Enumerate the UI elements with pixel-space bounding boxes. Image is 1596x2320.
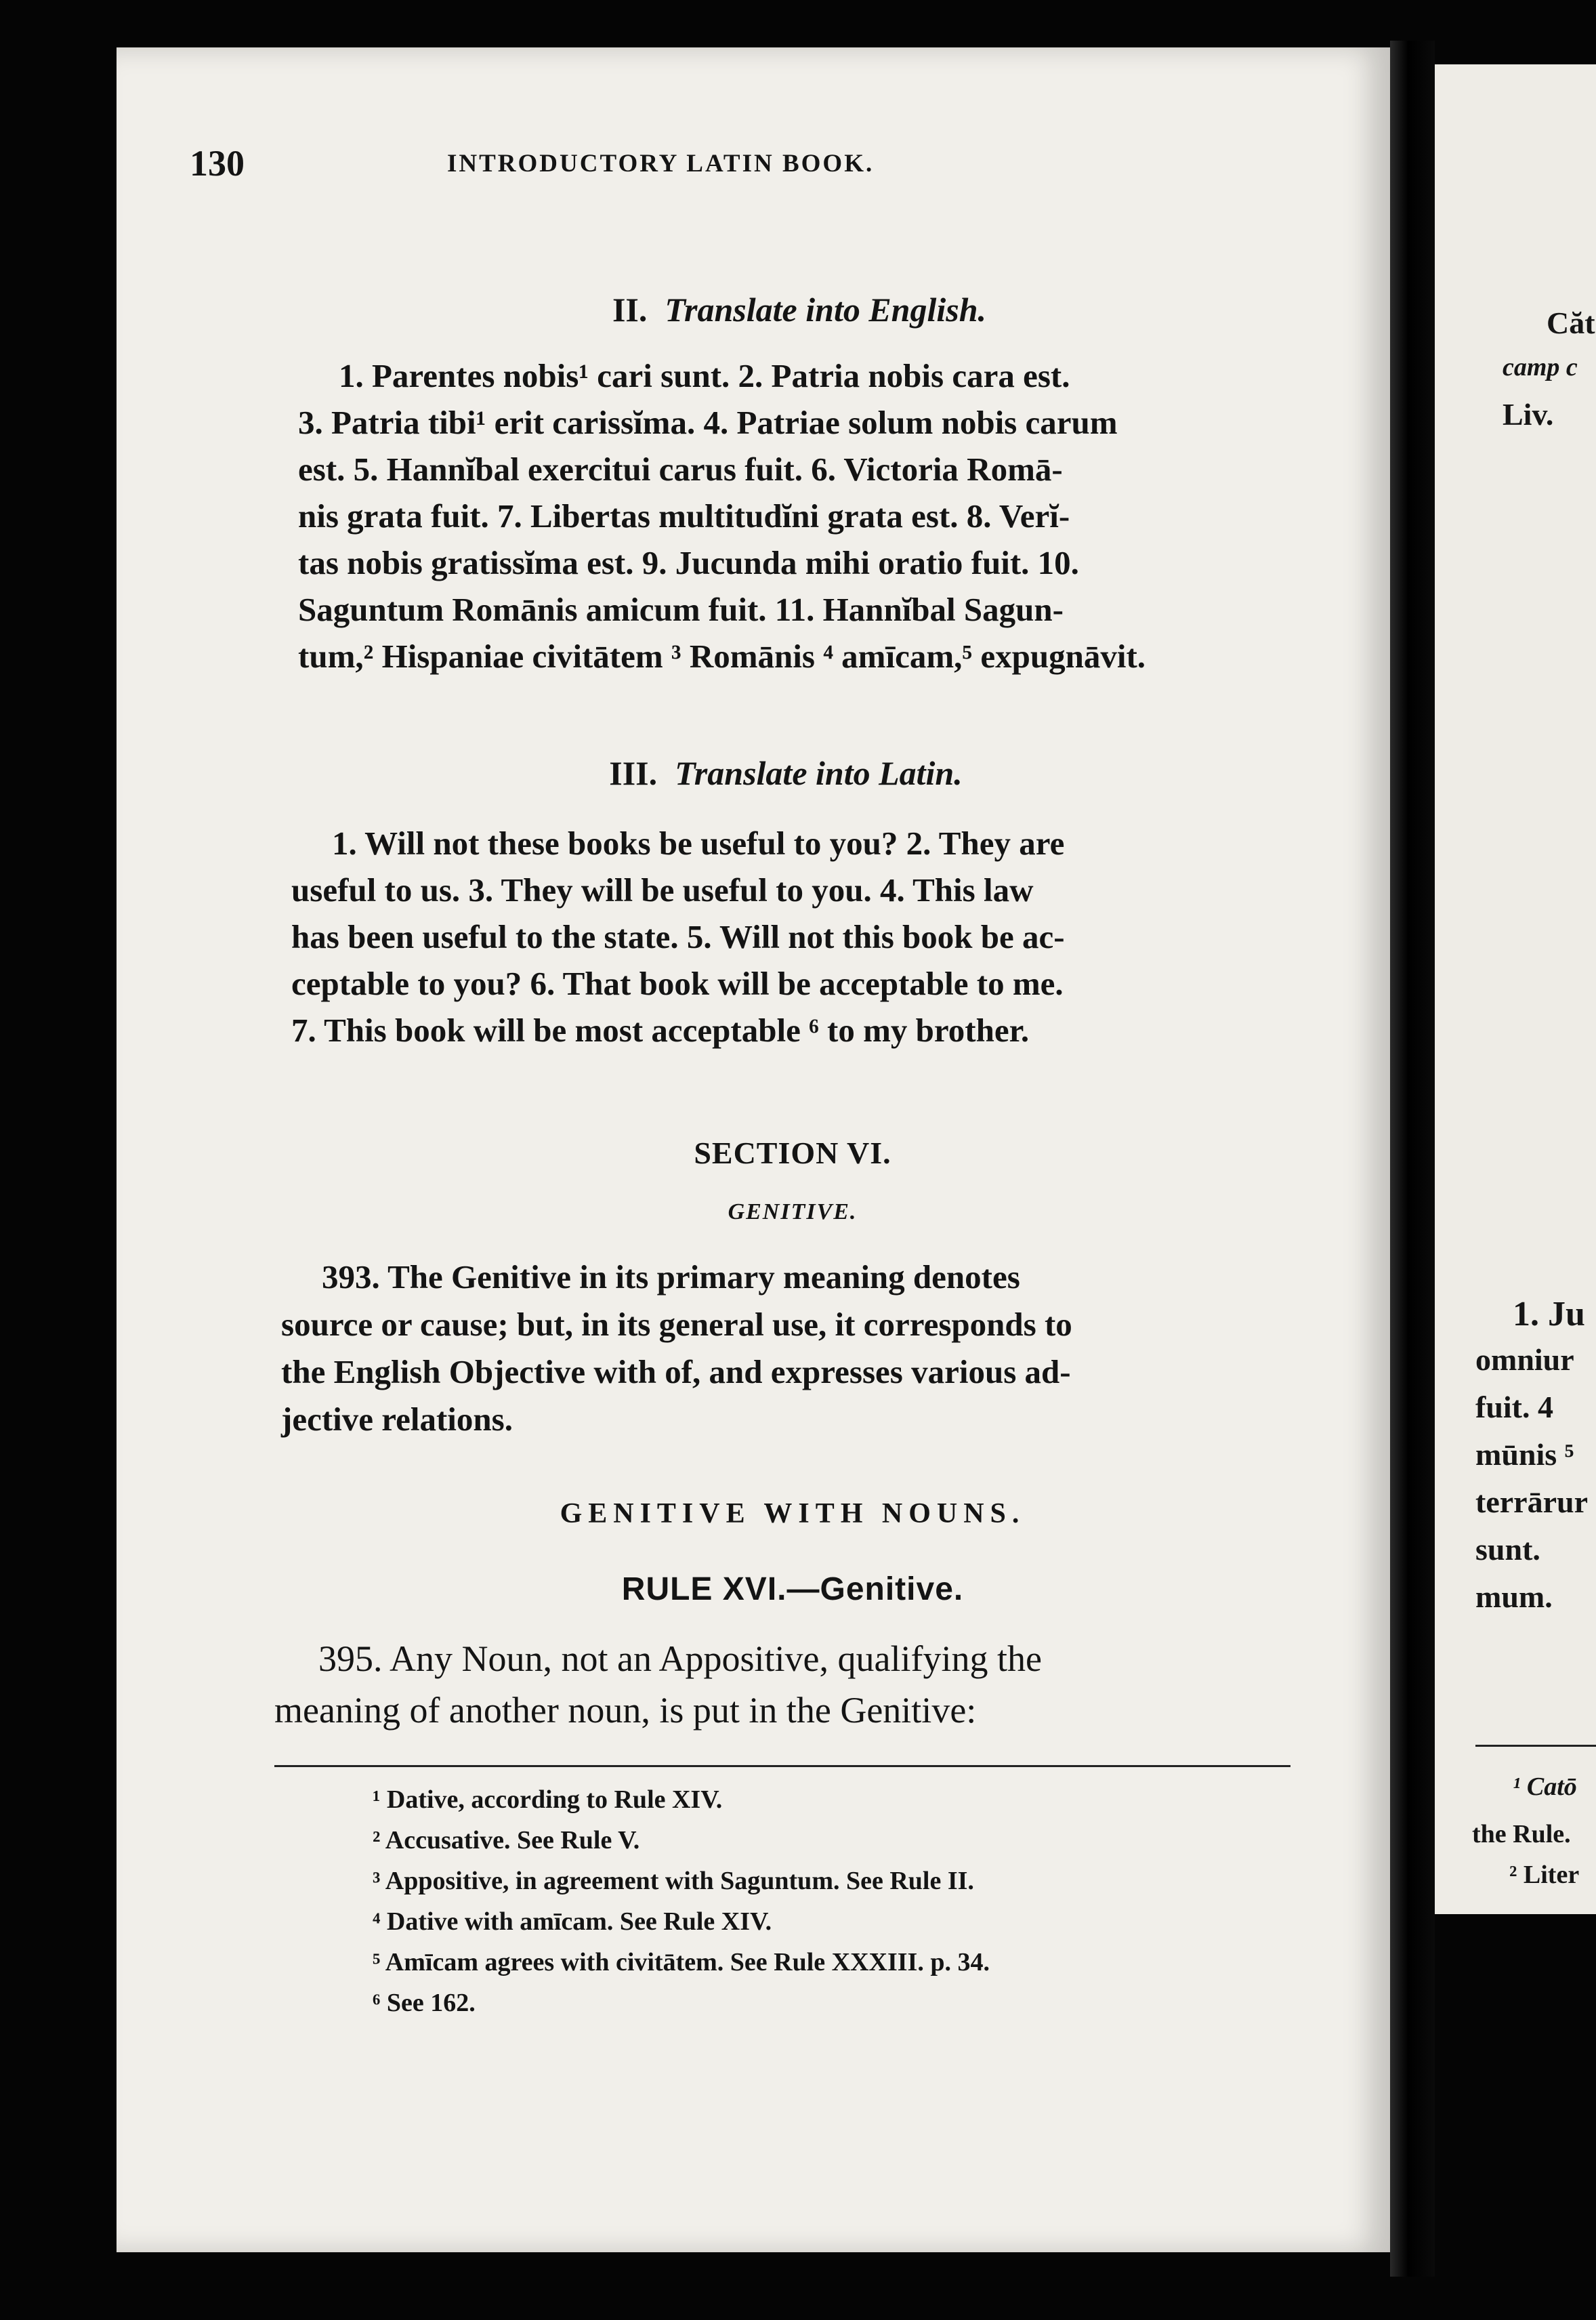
text-line: meaning of another noun, is put in the Genitive:	[274, 1690, 977, 1731]
facing-fragment: camp c	[1503, 353, 1578, 381]
exercise-ii-body	[298, 352, 1321, 680]
footnote-1: ¹ Dative, according to Rule XIV.	[373, 1785, 723, 1814]
text-line: Saguntum Romānis amicum fuit. 11. Hannĭbal Sagun-	[298, 591, 1064, 628]
text-line: 393. The Genitive in its primary meaning denotes	[322, 1258, 1020, 1296]
book-gutter	[1390, 41, 1435, 2277]
page-number: 130	[190, 143, 245, 184]
facing-fragment: terrārur	[1475, 1485, 1588, 1519]
text-line: source or cause; but, in its general use, it corresponds to	[281, 1306, 1072, 1343]
facing-fragment: mum.	[1475, 1579, 1553, 1614]
text-line: tas nobis gratissĭma est. 9. Jucunda mihi oratio fuit. 10.	[298, 544, 1079, 581]
exercise-number: III.	[609, 754, 658, 792]
text-line: jective relations.	[281, 1401, 513, 1438]
text-line: est. 5. Hannĭbal exercitui carus fuit. 6. Victoria Romā-	[298, 451, 1063, 488]
text-line: the English Objective with of, and expresses various ad-	[281, 1353, 1071, 1390]
footnote-3: ³ Appositive, in agreement with Saguntum. See Rule II.	[373, 1867, 974, 1895]
facing-footnote: ¹ Catō	[1513, 1773, 1577, 1801]
text-line: ceptable to you? 6. That book will be acceptable to me.	[291, 965, 1064, 1002]
text-line: has been useful to the state. 5. Will not this book be ac-	[291, 918, 1065, 955]
subsection-heading: GENITIVE WITH NOUNS.	[560, 1498, 1026, 1529]
text-line: 1. Will not these books be useful to you? 2. They are	[332, 825, 1065, 862]
paragraph-395	[274, 1633, 1297, 1736]
footnote-5: ⁵ Amīcam agrees with civitātem. See Rule XXXIII. p. 34.	[373, 1948, 990, 1976]
paragraph-393	[281, 1254, 1304, 1443]
facing-page	[1435, 64, 1596, 1914]
text-line: 395. Any Noun, not an Appositive, qualifying the	[318, 1638, 1042, 1679]
facing-fragment: mūnis ⁵	[1475, 1437, 1574, 1472]
exercise-number: II.	[612, 291, 648, 329]
text-line: useful to us. 3. They will be useful to you. 4. This law	[291, 871, 1034, 909]
footnote-4: ⁴ Dative with amīcam. See Rule XIV.	[373, 1907, 772, 1936]
rule-heading: RULE XVI.—Genitive.	[621, 1571, 964, 1607]
footnote-2: ² Accusative. See Rule V.	[373, 1826, 640, 1855]
text-line: nis grata fuit. 7. Libertas multitudĭni grata est. 8. Verĭ-	[298, 497, 1070, 535]
facing-fragment: Căt	[1547, 306, 1595, 340]
exercise-iii-heading	[244, 753, 1328, 793]
facing-footnote: ² Liter	[1509, 1861, 1580, 1889]
facing-fragment: sunt.	[1475, 1532, 1540, 1567]
exercise-title: Translate into English.	[665, 291, 987, 329]
facing-footnote: the Rule.	[1472, 1820, 1571, 1848]
section-subtitle: GENITIVE.	[728, 1199, 858, 1224]
running-title: INTRODUCTORY LATIN BOOK.	[447, 150, 875, 178]
exercise-iii-body	[291, 820, 1314, 1054]
facing-fragment: fuit. 4	[1475, 1390, 1553, 1424]
facing-fragment: 1. Ju	[1513, 1295, 1585, 1333]
footnote-6: ⁶ See 162.	[373, 1989, 476, 2017]
text-line: tum,² Hispaniae civitātem ³ Romānis ⁴ amīcam,⁵ expugnāvit.	[298, 638, 1146, 675]
facing-fragment: omniur	[1475, 1342, 1574, 1377]
exercise-title: Translate into Latin.	[675, 754, 963, 792]
text-line: 7. This book will be most acceptable ⁶ to my brother.	[291, 1012, 1030, 1049]
footnote-divider	[274, 1765, 1290, 1767]
exercise-ii-heading	[257, 290, 1341, 329]
facing-fragment: Liv.	[1503, 397, 1554, 432]
section-title: SECTION VI.	[694, 1136, 891, 1170]
text-line: 3. Patria tibi¹ erit carissĭma. 4. Patriae solum nobis carum	[298, 404, 1118, 441]
text-line: 1. Parentes nobis¹ cari sunt. 2. Patria nobis cara est.	[339, 357, 1070, 394]
running-head	[190, 142, 1301, 196]
facing-footnote-rule	[1475, 1745, 1596, 1747]
footnotes	[373, 1779, 1253, 2023]
